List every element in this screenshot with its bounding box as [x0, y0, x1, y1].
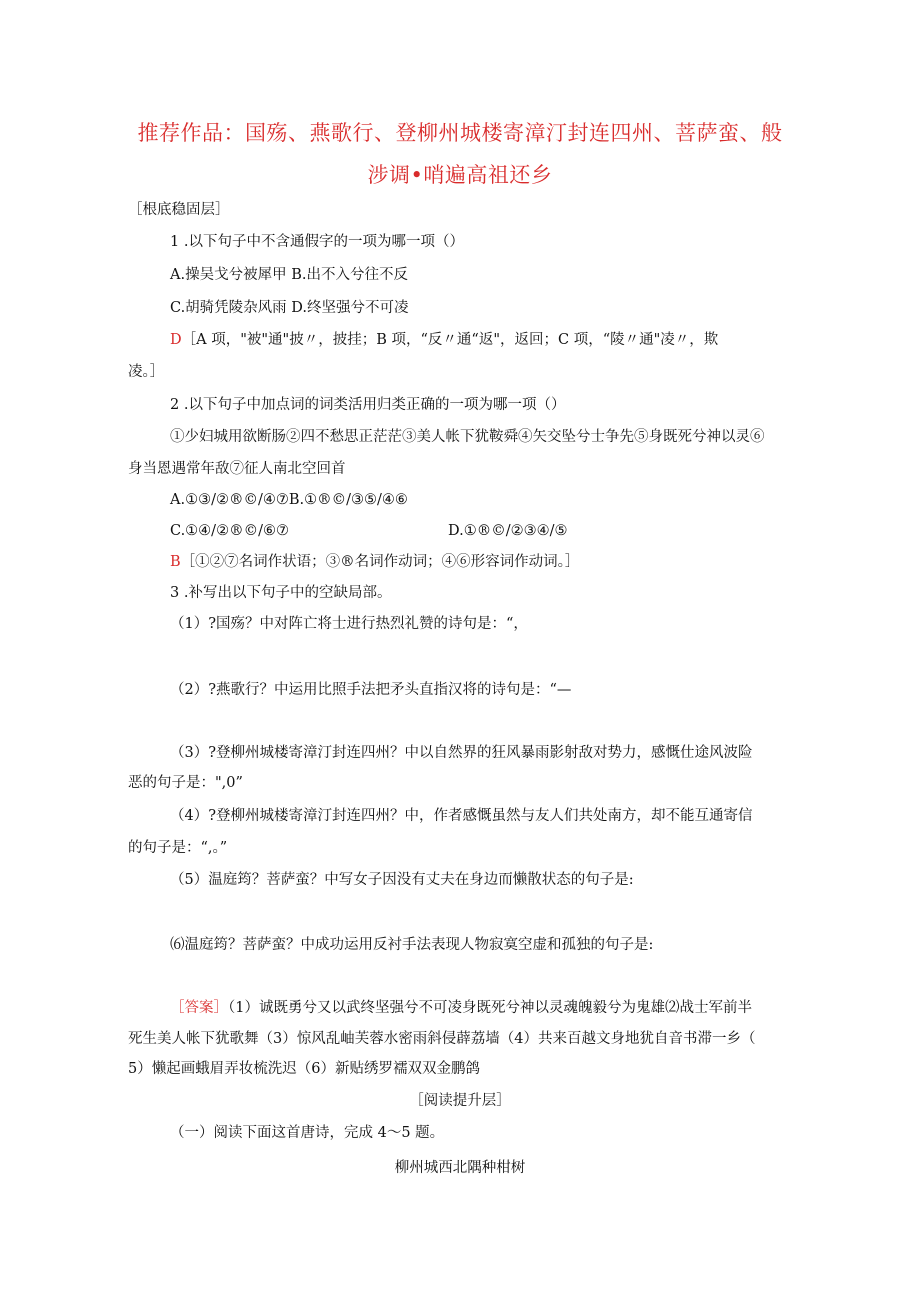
answer-explanation: ［A 项，"被"通"披〃，披挂；B 项，“反〃通“返"，返回；C 项，“陵〃通"凌〃，欺 — [181, 332, 719, 348]
document-title-line-2: 涉调•哨遍高祖还乡 — [367, 163, 553, 187]
answer-block-line-1 — [170, 998, 752, 1018]
reading-part-intro: （一）阅读下面这首唐诗，完成 4～5 题。 — [170, 1125, 445, 1141]
question-3-item-4b: 的句子是：“,。” — [128, 840, 228, 856]
question-3-item-2: （2）?燕歌行？中运用比照手法把矛头直指汉将的诗句是：“— — [170, 682, 572, 698]
question-1-options-cd: C.胡骑凭陵杂风雨 D.终坚强兮不可凌 — [170, 300, 409, 316]
section-heading-basic: ［根底稳固层］ — [128, 202, 230, 218]
question-3-item-3a: （3）?登柳州城楼寄漳汀封连四州？中以自然界的狂风暴雨影射敌对势力，感慨仕途风波险 — [170, 745, 753, 761]
answer-explanation: ［①②⑦名词作状语；③®名词作动词；④⑥形容词作动词。］ — [180, 554, 580, 570]
question-2-option-c: C.①④/②®©/⑥⑦ — [170, 523, 289, 539]
document-title-line-1: 推荐作品：国殇、燕歌行、登柳州城楼寄漳汀封连四州、菩萨蛮、般 — [137, 121, 783, 145]
question-2-options-ab: A.①③/②®©/④⑦B.①®©/③⑤/④⑥ — [170, 492, 408, 508]
question-3-item-5: （5）温庭筠？菩萨蛮？中写女子因没有丈夫在身边而懒散状态的句子是: — [170, 872, 634, 888]
answer-letter: B — [170, 554, 181, 570]
answer-label: ［答案］ — [170, 1000, 228, 1016]
question-1-options-ab: A.操吴戈兮被犀甲 B.出不入兮往不反 — [170, 267, 408, 283]
question-3-item-3b: 恶的句子是：",0” — [128, 775, 243, 791]
answer-block-line-3: 5）懒起画蛾眉弄妆梳洗迟（6）新贴绣罗襦双双金鹏鸽 — [128, 1061, 480, 1077]
question-2-items-1: ①少妇城用欲断肠②四不愁思正茫茫③美人帐下犹鞍舜④矢交坠兮士争先⑤身既死兮神以灵⑥ — [170, 429, 765, 445]
answer-text: （1）诚既勇兮又以武终坚强兮不可凌身既死兮神以灵魂魄毅兮为鬼雄⑵战士军前半 — [228, 1000, 752, 1016]
question-3-item-1: （1）?国殇？中对阵亡将士进行热烈礼赞的诗句是：“， — [170, 616, 528, 632]
question-3-item-4a: （4）?登柳州城楼寄漳汀封连四州？中，作者感慨虽然与友人们共处南方，却不能互通寄信 — [170, 808, 753, 824]
poem-title: 柳州城西北隅种柑树 — [394, 1160, 526, 1176]
question-1-stem: 1 .以下句子中不含通假字的一项为哪一项（） — [170, 234, 464, 250]
question-1-answer — [170, 330, 718, 350]
question-3-stem: 3 .补写出以下句子中的空缺局部。 — [170, 585, 392, 601]
answer-block-line-2: 死生美人帐下犹歌舞（3）惊风乱岫芙蓉水密雨斜侵薜荔墙（4）共来百越文身地犹自音书滞一乡（ — [128, 1031, 756, 1047]
section-heading-reading: ［阅读提升层］ — [409, 1093, 511, 1109]
question-3-item-6: ⑹温庭筠？菩萨蛮？中成功运用反衬手法表现人物寂寞空虚和孤独的句子是: — [170, 937, 654, 953]
answer-letter: D — [170, 332, 182, 348]
question-2-stem: 2 .以下句子中加点词的词类活用归类正确的一项为哪一项（） — [170, 397, 566, 413]
question-2-answer — [170, 552, 579, 572]
question-1-answer-cont: 凌。］ — [128, 364, 165, 380]
question-2-option-d: D.①®©/②③④/⑤ — [448, 523, 568, 539]
question-2-items-2: 身当恩遇常年敌⑦征人南北空回首 — [128, 461, 346, 477]
